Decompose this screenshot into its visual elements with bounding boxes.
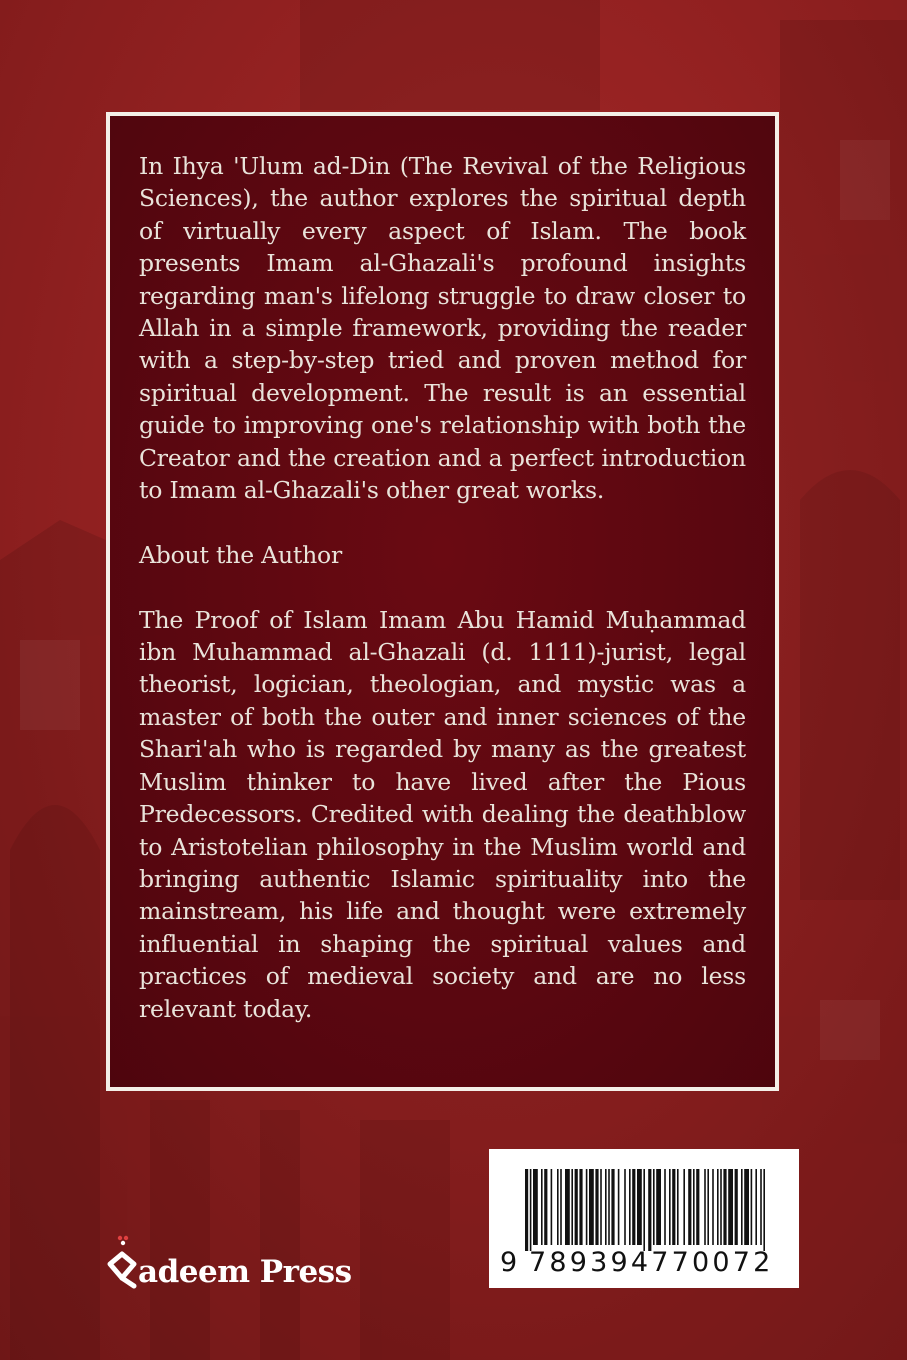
barcode-bar — [653, 1169, 655, 1245]
barcode-bar — [637, 1169, 642, 1245]
barcode-bar — [707, 1169, 709, 1245]
barcode-bar — [600, 1169, 602, 1245]
author-bio-paragraph: The Proof of Islam Imam Abu Hamid Muḥammad ibn Muhammad al-Ghazali (d. 1111)-jurist, legal theorist, logician, theologian, and mystic was a master of both the outer and inner sciences of the Shari'ah who is regarded by many as the greatest Muslim thinker to have lived after the Pious Predecessors. Credited with dealing the deathblow to Aristotelian philosophy in the Muslim world and bringing authentic Islamic spirituality into the mainstream, his life and thought were extremely influential in shaping the spiritual values and practices of medieval society and are no less relevant today. — [139, 605, 746, 1023]
barcode-bar — [579, 1169, 582, 1245]
barcode-bar — [541, 1169, 543, 1245]
barcode-bar — [751, 1169, 753, 1245]
barcode-bar — [595, 1169, 598, 1245]
publisher-name: adeem Press — [138, 1254, 352, 1290]
barcode-bar — [728, 1169, 733, 1245]
barcode-bar — [618, 1169, 620, 1245]
about-author-heading: About the Author — [139, 540, 343, 569]
barcode-bar — [608, 1169, 610, 1245]
blurb-text — [139, 150, 746, 1025]
blurb-description-paragraph: In Ihya 'Ulum ad-Din (The Revival of the Religious Sciences), the author explores the spiritual depth of virtually every aspect of Islam. The book presents Imam al-Ghazali's profound insights regarding man's lifelong struggle to draw closer to Allah in a simple framework, providing the reader with a step-by-step tried and proven method for spiritual development. The result is an essential guide to improving one's relationship with both the Creator and the creation and a perfect introduction to Imam al-Ghazali's other great works. — [139, 152, 746, 505]
barcode-bar — [643, 1169, 645, 1251]
barcode-bar — [720, 1169, 722, 1245]
barcode-bar — [712, 1169, 714, 1245]
barcode-bar — [530, 1169, 532, 1251]
barcode-bar — [704, 1169, 706, 1245]
barcode-bar — [744, 1169, 749, 1245]
barcode-bar — [741, 1169, 743, 1245]
barcode-digits: 789394770072 — [529, 1247, 774, 1278]
barcode-bar — [669, 1169, 671, 1245]
barcode-bar — [717, 1169, 719, 1245]
barcode-bar — [664, 1169, 666, 1245]
barcode-bar — [624, 1169, 626, 1245]
barcode-first-digit: 9 — [500, 1247, 518, 1278]
isbn-barcode — [489, 1149, 799, 1288]
barcode-bar — [672, 1169, 675, 1245]
barcode-bar — [763, 1169, 765, 1251]
barcode-bar — [525, 1169, 528, 1251]
blurb-panel — [106, 112, 779, 1091]
barcode-bar — [589, 1169, 594, 1245]
barcode-bar — [648, 1169, 651, 1251]
barcode-bar — [629, 1169, 631, 1245]
barcode-bar — [677, 1169, 679, 1245]
barcode-bar — [735, 1169, 738, 1245]
barcode-bar — [551, 1169, 553, 1245]
publisher-logo — [104, 1234, 374, 1304]
barcode-bar — [575, 1169, 578, 1245]
barcode-bar — [605, 1169, 607, 1245]
barcode-bar — [693, 1169, 695, 1245]
barcode-bar — [560, 1169, 562, 1245]
barcode-bar — [586, 1169, 588, 1245]
barcode-bar — [571, 1169, 573, 1245]
barcode-bar — [544, 1169, 547, 1245]
barcode-bar — [611, 1169, 614, 1245]
barcode-bar — [557, 1169, 559, 1245]
barcode-bar — [760, 1169, 762, 1245]
barcode-bar — [696, 1169, 699, 1245]
barcode-bar — [683, 1169, 685, 1245]
barcode-bar — [565, 1169, 570, 1245]
barcode-bar — [688, 1169, 691, 1245]
barcode-bar — [656, 1169, 661, 1245]
barcode-bar — [533, 1169, 538, 1245]
barcode-bar — [755, 1169, 757, 1245]
barcode-bar — [723, 1169, 726, 1245]
barcode-bar — [632, 1169, 635, 1245]
